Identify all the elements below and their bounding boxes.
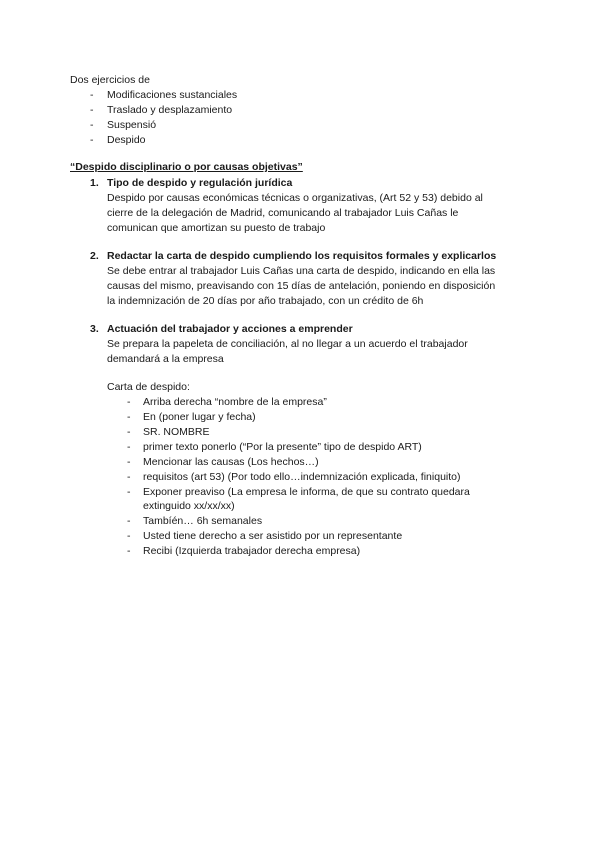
carta-item: Recibi (Izquierda trabajador derecha empresa) bbox=[143, 545, 361, 557]
bullet-dash: - bbox=[127, 411, 131, 423]
section-title: “Despido disciplinario o por causas objetivas” bbox=[70, 161, 303, 173]
question-title: Tipo de despido y regulación jurídica bbox=[107, 177, 293, 189]
bullet-dash: - bbox=[90, 119, 94, 131]
bullet-dash: - bbox=[127, 486, 131, 498]
bullet-dash: - bbox=[127, 396, 131, 408]
question-number: 1. bbox=[90, 177, 99, 189]
bullet-dash: - bbox=[90, 104, 94, 116]
carta-item: requisitos (art 53) (Por todo ello…indemnización explicada, finiquito) bbox=[143, 471, 461, 483]
carta-item: Exponer preaviso (La empresa le informa, de que su contrato quedara bbox=[143, 486, 470, 498]
intro-item: Modificaciones sustanciales bbox=[107, 89, 238, 101]
carta-item-continuation: extinguido xx/xx/xx) bbox=[143, 500, 235, 512]
bullet-dash: - bbox=[127, 441, 131, 453]
bullet-dash: - bbox=[127, 471, 131, 483]
carta-item: Mencionar las causas (Los hechos…) bbox=[143, 456, 319, 468]
bullet-dash: - bbox=[127, 545, 131, 557]
carta-item: primer texto ponerlo (“Por la presente” tipo de despido ART) bbox=[143, 441, 422, 453]
intro-item: Despido bbox=[107, 134, 146, 146]
carta-heading: Carta de despido: bbox=[107, 381, 190, 393]
answer-line: causas del mismo, preavisando con 15 días de antelación, poniendo en disposición bbox=[107, 280, 496, 292]
bullet-dash: - bbox=[127, 456, 131, 468]
bullet-dash: - bbox=[127, 515, 131, 527]
intro-heading: Dos ejercicios de bbox=[70, 74, 150, 86]
question-number: 2. bbox=[90, 250, 99, 262]
answer-line: demandará a la empresa bbox=[107, 353, 224, 365]
answer-line: Se debe entrar al trabajador Luis Cañas una carta de despido, indicando en ella las bbox=[107, 265, 496, 277]
answer-line: Se prepara la papeleta de conciliación, al no llegar a un acuerdo el trabajador bbox=[107, 338, 468, 350]
question-title: Redactar la carta de despido cumpliendo los requisitos formales y explicarlos bbox=[107, 250, 497, 262]
bullet-dash: - bbox=[127, 530, 131, 542]
answer-line: cierre de la delegación de Madrid, comunicando al trabajador Luis Cañas le bbox=[107, 207, 459, 219]
bullet-dash: - bbox=[90, 89, 94, 101]
carta-item: Tambíén… 6h semanales bbox=[143, 515, 263, 527]
bullet-dash: - bbox=[127, 426, 131, 438]
question-number: 3. bbox=[90, 323, 99, 335]
answer-line: la indemnización de 20 días por año trabajado, con un crédito de 6h bbox=[107, 295, 424, 307]
answer-line: comunican que amortizan su puesto de trabajo bbox=[107, 222, 326, 234]
intro-item: Traslado y desplazamiento bbox=[107, 104, 233, 116]
intro-item: Suspensió bbox=[107, 119, 157, 131]
answer-line: Despido por causas económicas técnicas o organizativas, (Art 52 y 53) debido al bbox=[107, 192, 483, 204]
carta-item: En (poner lugar y fecha) bbox=[143, 411, 256, 423]
bullet-dash: - bbox=[90, 134, 94, 146]
carta-item: Arriba derecha “nombre de la empresa” bbox=[143, 396, 327, 408]
carta-item: SR. NOMBRE bbox=[143, 426, 210, 438]
question-title: Actuación del trabajador y acciones a emprender bbox=[107, 323, 353, 335]
carta-item: Usted tiene derecho a ser asistido por un representante bbox=[143, 530, 403, 542]
